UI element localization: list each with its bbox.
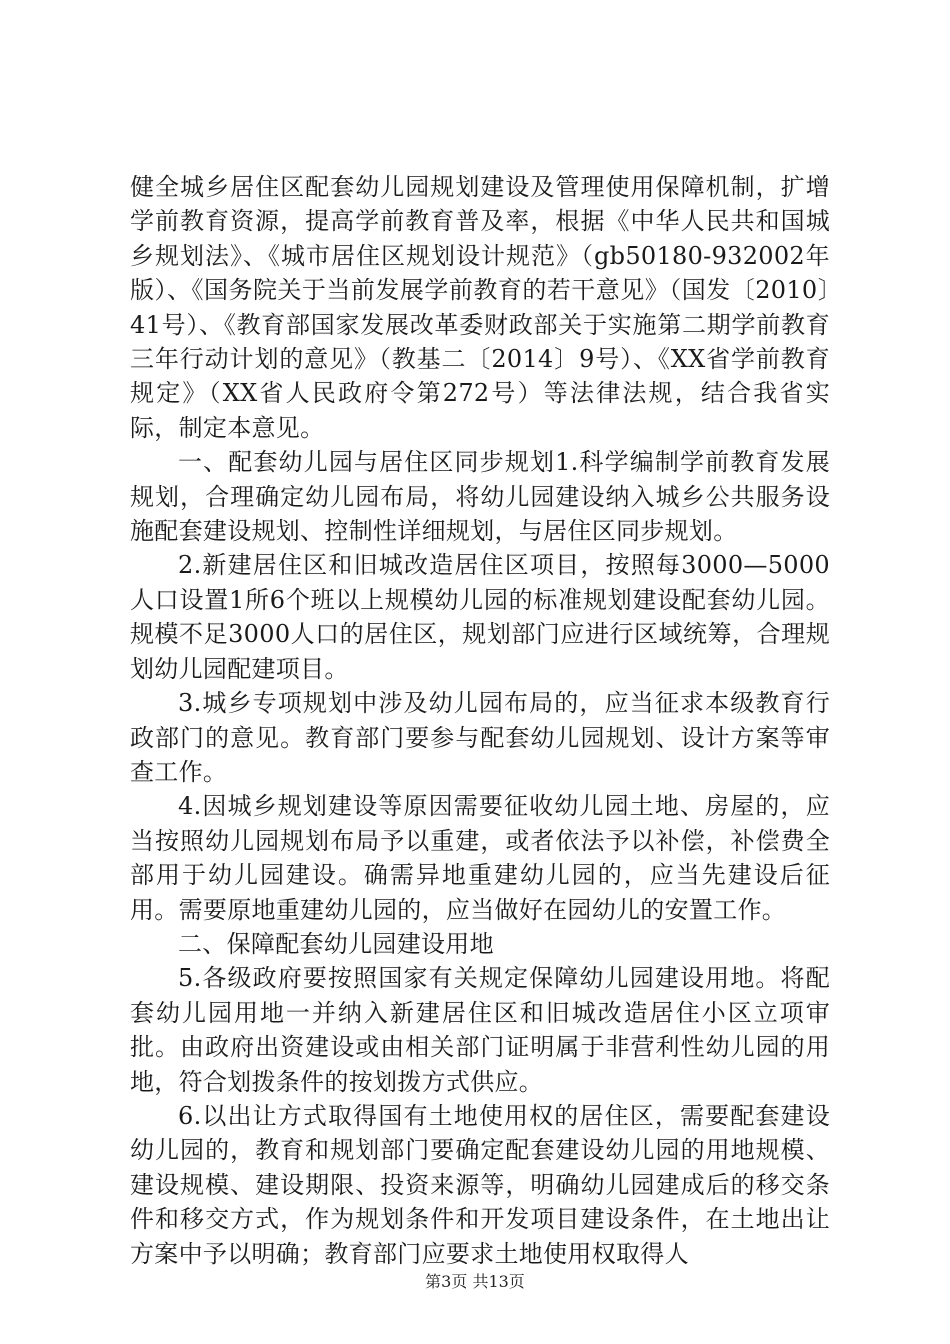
section-heading-2: 二、保障配套幼儿园建设用地	[178, 929, 494, 958]
page-footer	[0, 1272, 950, 1292]
document-body	[130, 170, 830, 1271]
paragraph-item-4: 4.因城乡规划建设等原因需要征收幼儿园土地、房屋的，应当按照幼儿园规划布局予以重建，或者依法予以补偿，补偿费全部用于幼儿园建设。确需异地重建幼儿园的，应当先建设后征用。需要原地重建幼儿园的，应当做好在园幼儿的安置工作。	[130, 792, 830, 924]
paragraph-intro: 健全城乡居住区配套幼儿园规划建设及管理使用保障机制，扩增学前教育资源，提高学前教育普及率，根据《中华人民共和国城乡规划法》、《城市居住区规划设计规范》（gb50180-932002年版）、《国务院关于当前发展学前教育的若干意见》（国发〔2010〕41号）、《教育部国家发展改革委财政部关于实施第二期学前教育三年行动计划的意见》（教基二〔2014〕9号）、《XX省学前教育规定》（XX省人民政府令第272号）等法律法规，结合我省实际，制定本意见。	[130, 173, 830, 442]
paragraph-item-6: 6.以出让方式取得国有土地使用权的居住区，需要配套建设幼儿园的，教育和规划部门要确定配套建设幼儿园的用地规模、建设规模、建设期限、投资来源等，明确幼儿园建成后的移交条件和移交方式，作为规划条件和开发项目建设条件，在土地出让方案中予以明确；教育部门应要求土地使用权取得人	[130, 1101, 830, 1268]
page-number-label: 第3页 共13页	[425, 1272, 525, 1291]
paragraph-section-1: 一、配套幼儿园与居住区同步规划1.科学编制学前教育发展规划，合理确定幼儿园布局，将幼儿园建设纳入城乡公共服务设施配套建设规划、控制性详细规划，与居住区同步规划。	[130, 448, 830, 546]
paragraph-item-3: 3.城乡专项规划中涉及幼儿园布局的，应当征求本级教育行政部门的意见。教育部门要参与配套幼儿园规划、设计方案等审查工作。	[130, 689, 830, 786]
paragraph-item-2: 2.新建居住区和旧城改造居住区项目，按照每3000—5000人口设置1所6个班以上规模幼儿园的标准规划建设配套幼儿园。规模不足3000人口的居住区，规划部门应进行区域统筹，合理规划幼儿园配建项目。	[130, 551, 830, 683]
paragraph-item-5: 5.各级政府要按照国家有关规定保障幼儿园建设用地。将配套幼儿园用地一并纳入新建居住区和旧城改造居住小区立项审批。由政府出资建设或由相关部门证明属于非营利性幼儿园的用地，符合划拨条件的按划拨方式供应。	[130, 964, 830, 1096]
